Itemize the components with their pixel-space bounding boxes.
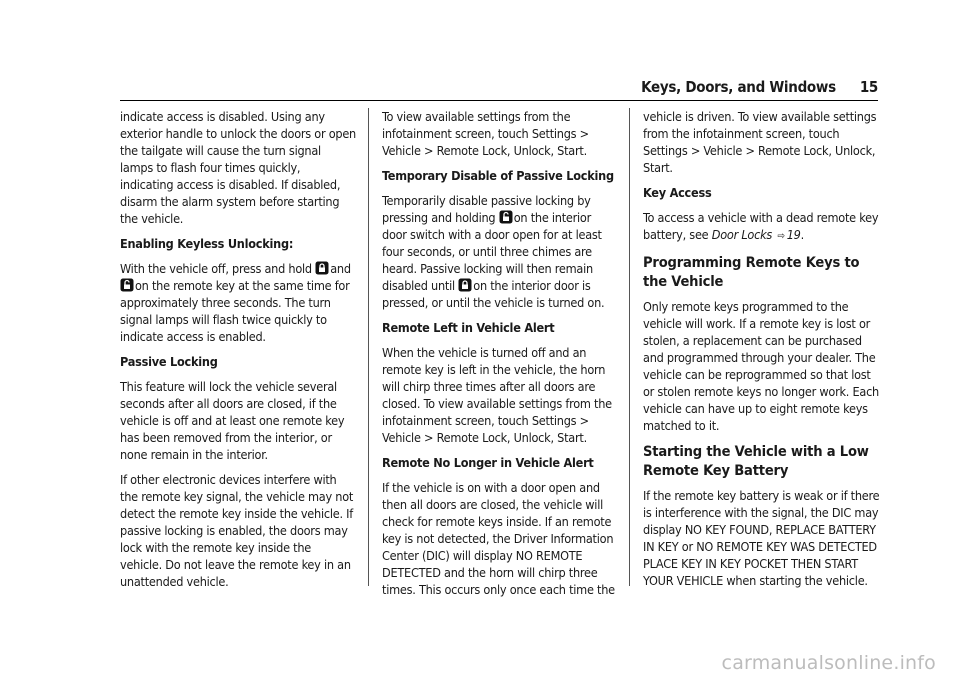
text-run: .: [800, 227, 804, 242]
text-run: Temporarily disable passive locking by pressing and holding: [382, 193, 591, 225]
paragraph: To view available settings from the infotainment screen, touch Settings > Vehicle > Remote Lock, Unlock, Start.: [382, 109, 589, 158]
paragraph-key-access: [643, 209, 881, 245]
text-run: on the interior door switch with a door open for at least four seconds, or until three chimes are heard. Passive locking will then remain disabled until: [382, 210, 602, 293]
text-run: and: [330, 261, 351, 276]
paragraph: vehicle is driven. To view available settings from the infotainment screen, touch Settings > Vehicle > Remote Lock, Unlock, Start.: [643, 109, 877, 175]
header-rule: [120, 100, 878, 101]
text-run: on the remote key at the same time for approximately three seconds. The turn signal lamps will flash twice quickly to indicate access is enabled.: [120, 278, 350, 344]
text-run: With the vehicle off, press and hold: [120, 261, 312, 276]
xref-page-link[interactable]: 19: [786, 227, 801, 242]
watermark: carmanualsonline.info: [721, 652, 936, 674]
heading-programming-remote-keys: Programming Remote Keys to the Vehicle: [643, 254, 860, 290]
paragraph: This feature will lock the vehicle several seconds after all doors are closed, if the vehicle is off and at least one remote key has been removed from the interior, or none remain in the interior.: [120, 379, 345, 462]
text-run: on the interior door is pressed, or until the vehicle is turned on.: [382, 278, 605, 310]
paragraph-enable-instructions: [120, 260, 356, 345]
column-divider: [629, 108, 630, 586]
text-run: To access a vehicle with a dead remote key battery, see: [643, 210, 879, 242]
paragraph: If the remote key battery is weak or if there is interference with the signal, the DIC may display NO KEY FOUND, REPLACE BATTERY IN KEY or NO REMOTE KEY WAS DETECTED PLACE KEY IN KEY POCKET THEN START YOUR VEHICLE when starting the vehicle.: [643, 488, 880, 588]
lock-icon: [315, 261, 329, 275]
unlock-icon: [120, 278, 134, 292]
running-header: [120, 78, 878, 96]
section-title: Keys, Doors, and Windows: [641, 78, 836, 96]
subheading-remote-left-alert: Remote Left in Vehicle Alert: [382, 320, 555, 335]
subheading-remote-no-longer-alert: Remote No Longer in Vehicle Alert: [382, 455, 594, 470]
paragraph: If other electronic devices interfere with the remote key signal, the vehicle may not detect the remote key inside the vehicle. If passive locking is enabled, the doors may lock with the remote key inside the vehicle. Do not leave the remote key in an unattended vehicle.: [120, 472, 354, 589]
subheading-passive-locking: Passive Locking: [120, 354, 218, 369]
subheading-enabling-keyless-unlocking: Enabling Keyless Unlocking:: [120, 236, 294, 251]
column-divider: [368, 108, 369, 586]
lock-icon: [458, 278, 472, 292]
column-2: [382, 108, 618, 606]
column-3: [643, 108, 881, 597]
page-number: 15: [859, 78, 878, 96]
paragraph: indicate access is disabled. Using any exterior handle to unlock the doors or open the tailgate will cause the turn signal lamps to flash four times quickly, indicating access is disabled. If disabled, disarm the alarm system before starting the vehicle.: [120, 109, 356, 226]
column-1: [120, 108, 356, 598]
paragraph: When the vehicle is turned off and an remote key is left in the vehicle, the horn will chirp three times after all doors are closed. To view available settings from the infotainment screen, touch Settings > Vehicle > Remote Lock, Unlock, Start.: [382, 345, 612, 445]
xref-arrow-icon: ⇨: [777, 231, 785, 242]
heading-low-battery-start: Starting the Vehicle with a Low Remote Key Battery: [643, 443, 869, 479]
paragraph: If the vehicle is on with a door open and then all doors are closed, the vehicle will check for remote keys inside. If an remote key is not detected, the Driver Information Center (DIC) will display NO REMOTE DETECTED and the horn will chirp three times. This occurs only once each time the: [382, 480, 615, 597]
paragraph-temporary-disable: [382, 192, 618, 311]
paragraph: Only remote keys programmed to the vehicle will work. If a remote key is lost or stolen, a replacement can be purchased and programmed through your dealer. The vehicle can be reprogrammed so that lost or stolen remote keys no longer work. Each vehicle can have up to eight remote keys matched to it.: [643, 299, 879, 433]
subheading-temporary-disable: Temporary Disable of Passive Locking: [382, 168, 614, 183]
xref-door-locks-link[interactable]: Door Locks: [711, 227, 773, 242]
subheading-key-access: Key Access: [643, 185, 712, 200]
unlock-icon: [499, 210, 513, 224]
